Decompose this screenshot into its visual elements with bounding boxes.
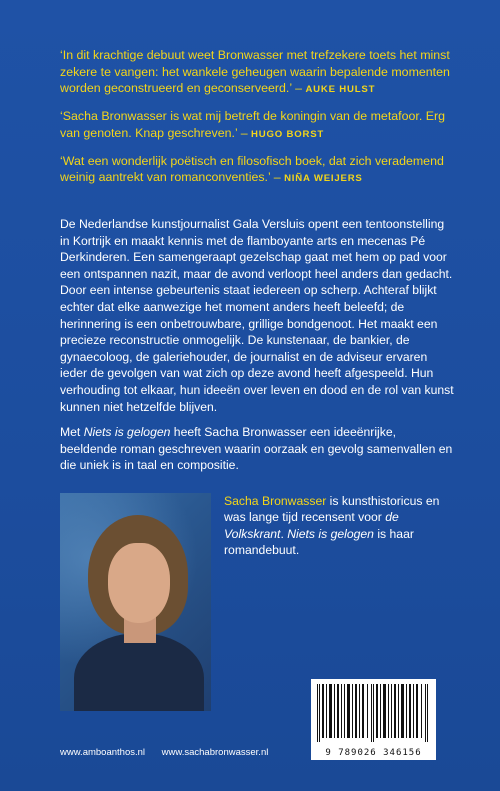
publisher-website-link[interactable]: www.amboanthos.nl	[60, 747, 146, 758]
quote-2: ‘Sacha Bronwasser is wat mij betreft de koningin van de metafoor. Erg van genoten. Knap geschreven.’ – HUGO BORST	[60, 109, 445, 140]
barcode-bars	[315, 684, 432, 742]
quote-author: HUGO BORST	[251, 128, 325, 140]
author-photo	[60, 493, 211, 711]
isbn-digits: 9 789026 346156	[325, 748, 422, 758]
summary-paragraph-1: De Nederlandse kunstjournalist Gala Versluis opent een tentoonstelling in Kortrijk en maakt kennis met de flamboyante arts en mecenas Pé Derkinderen. Een samengeraapt gezelschap gaat met hem op pad voor een ontspannen nazit, maar de avond verloopt heel anders dan gedacht. Door een intense gebeurtenis staat iedereen op scherp. Achteraf blijkt echter dat elke aanwezige het moment anders heeft beleefd; de herinnering is een onbetrouwbare, grillige bondgenoot. Het maakt een precieze reconstructie onmogelijk. De kunstenaar, de bankier, de gynaecoloog, de galeriehouder, de journalist en de adviseur ervaren ieder de gevolgen van wat zich op deze avond heeft afgespeeld. Hun verhouding tot elkaar, hun ideeën over leven en dood en de rol van kunst kunnen niet hetzelfde blijven.	[60, 217, 454, 414]
author-website-link[interactable]: www.sachabronwasser.nl	[161, 747, 269, 758]
author-bio: Sacha Bronwasser is kunsthistoricus en was lange tijd recensent voor de Volkskrant. Niets is gelogen is haar romandebuut.	[224, 494, 440, 558]
isbn-barcode	[311, 679, 436, 760]
summary-paragraph-2: Met Niets is gelogen heeft Sacha Bronwasser een ideeënrijke, beeldende roman geschreven waarin oorzaak en gevolg samenvallen en die uniek is in taal en compositie.	[60, 425, 453, 473]
newspaper-name: de Volkskrant	[224, 510, 399, 541]
book-title: Niets is gelogen	[83, 425, 171, 440]
footer-links	[60, 747, 282, 758]
quote-author: NIÑA WEIJERS	[284, 173, 363, 185]
quote-1: ‘In dit krachtige debuut weet Bronwasser met trefzekere toets het minst zekere te vangen: het wankele geheugen waarin bepalende momenten worden geconstrueerd en geconserveerd.’ – AUKE HULST	[60, 48, 450, 96]
quote-3: ‘Wat een wonderlijk poëtisch en filosofisch boek, dat zich verademend weinig aantrekt van romanconventies.’ – NIÑA WEIJERS	[60, 153, 444, 185]
book-title: Niets is gelogen	[287, 526, 374, 541]
author-name: Sacha Bronwasser	[224, 494, 327, 508]
quotes-section	[60, 47, 455, 197]
quote-author: AUKE HULST	[305, 84, 376, 96]
book-summary	[60, 216, 455, 483]
